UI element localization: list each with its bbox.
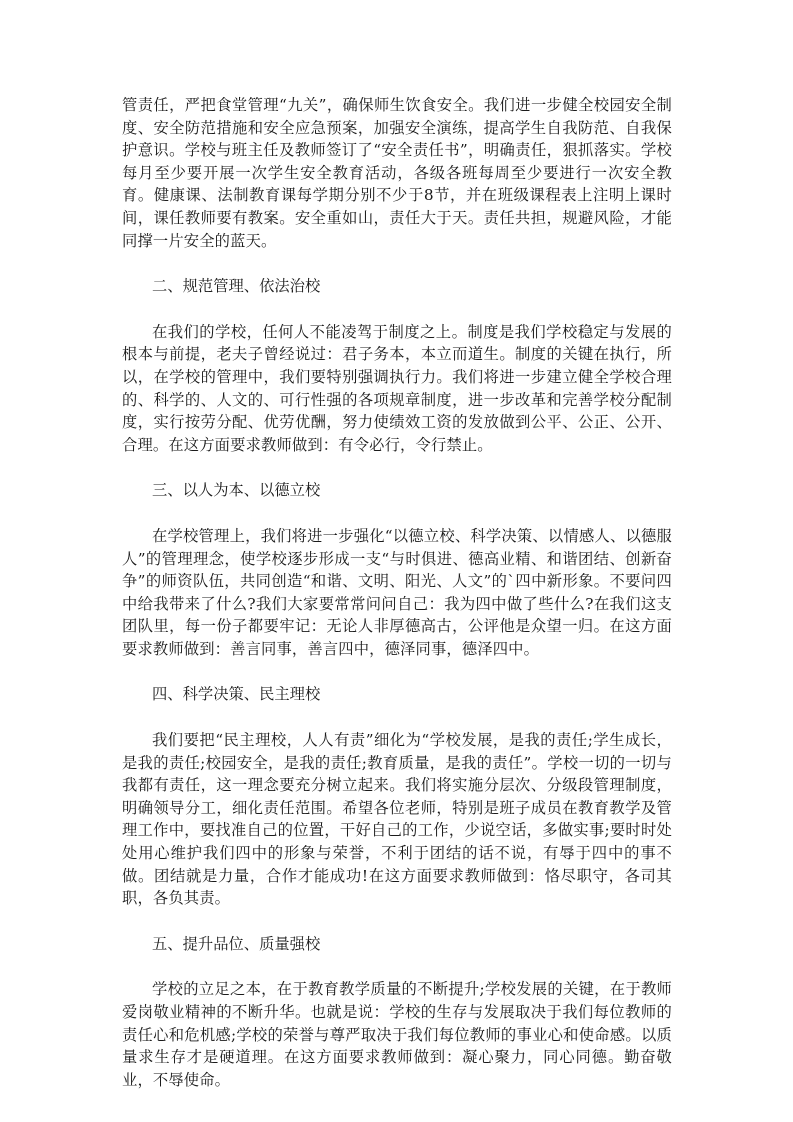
body-paragraph-3: 在学校管理上，我们将进一步强化“以德立校、科学决策、以情感人、以德服人”的管理理念，使学校逐步形成一支“与时俱进、德高业精、和谐团结、创新奋争”的师资队伍，共同创造“和谐、文明、阳光、人文”的`四中新形象。不要问四中给我带来了什么?我们大家要常常问问自己：我为四中做了些什么?在我们这支团队里，每一份子都要牢记：无论人非厚德高古，公评他是众望一归。在这方面要求教师做到：善言同事，善言四中，德泽同事，德泽四中。 bbox=[122, 526, 672, 658]
body-paragraph-1: 管责任，严把食堂管理“九关”，确保师生饮食安全。我们进一步健全校园安全制度、安全防范措施和安全应急预案，加强安全演练，提高学生自我防范、自我保护意识。学校与班主任及教师签订了“安全责任书”，明确责任，狠抓落实。学校每月至少要开展一次学生安全教育活动，各级各班每周至少要进行一次安全教育。健康课、法制教育课每学期分别不少于8节，并在班级课程表上注明上课时间，课任教师要有教案。安全重如山，责任大于天。责任共担，规避风险，才能同撑一片安全的蓝天。 bbox=[122, 96, 672, 250]
section-heading-3: 三、以人为本、以德立校 bbox=[152, 481, 321, 500]
body-paragraph-5: 学校的立足之本，在于教育教学质量的不断提升;学校发展的关键，在于教师爱岗敬业精神的不断升华。也就是说：学校的生存与发展取决于我们每位教师的责任心和危机感;学校的荣誉与尊严取决于我们每位教师的事业心和使命感。以质量求生存才是硬道理。在这方面要求教师做到：凝心聚力，同心同德。勤奋敬业，不辱使命。 bbox=[122, 980, 672, 1089]
body-paragraph-4: 我们要把“民主理校，人人有责”细化为“学校发展，是我的责任;学生成长，是我的责任;校园安全，是我的责任;教育质量，是我的责任”。学校一切的一切与我都有责任，这一理念要充分树立起来。我们将实施分层次、分级段管理制度，明确领导分工，细化责任范围。希望各位老师，特别是班子成员在教育教学及管理工作中，要找准自己的位置，干好自己的工作，少说空话，多做实事;要时时处处用心维护我们四中的形象与荣誉，不利于团结的话不说，有辱于四中的事不做。团结就是力量，合作才能成功!在这方面要求教师做到：恪尽职守，各司其职，各负其责。 bbox=[122, 731, 672, 908]
document-page bbox=[122, 94, 672, 1091]
section-heading-5: 五、提升品位、质量强校 bbox=[152, 934, 321, 953]
section-heading-2: 二、规范管理、依法治校 bbox=[152, 277, 321, 296]
section-heading-4: 四、科学决策、民主理校 bbox=[152, 685, 321, 704]
body-paragraph-2: 在我们的学校，任何人不能凌驾于制度之上。制度是我们学校稳定与发展的根本与前提，老夫子曾经说过：君子务本，本立而道生。制度的关键在执行，所以，在学校的管理中，我们要特别强调执行力。我们将进一步建立健全学校合理的、科学的、人文的、可行性强的各项规章制度，进一步改革和完善学校分配制度，实行按劳分配、优劳优酬，努力使绩效工资的发放做到公平、公正、公开、合理。在这方面要求教师做到：有令必行，令行禁止。 bbox=[122, 322, 672, 454]
